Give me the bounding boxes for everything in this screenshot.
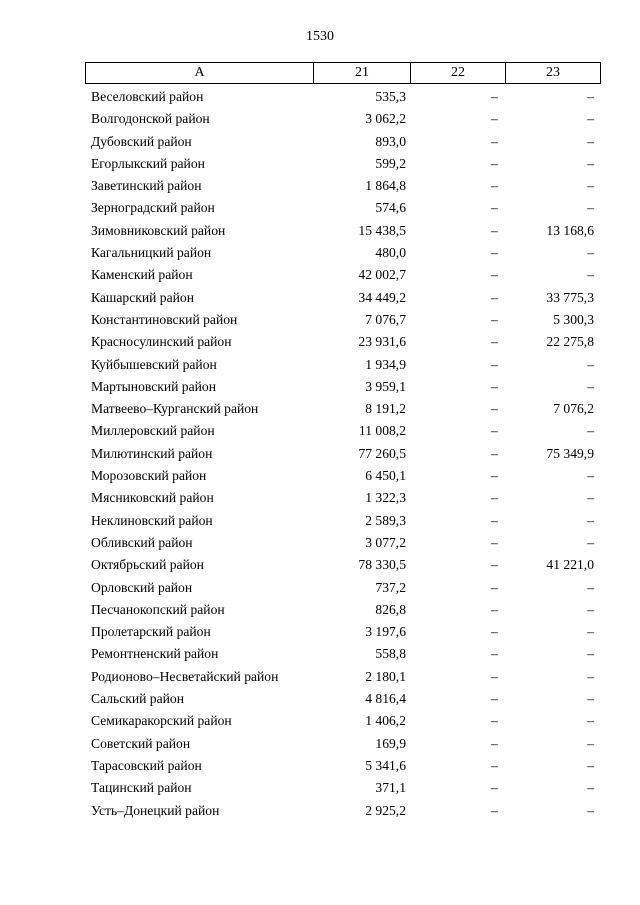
value-22: – [491, 713, 498, 729]
table-row [85, 443, 600, 465]
value-23: – [587, 735, 594, 751]
value-22: – [491, 691, 498, 707]
district-name: Дубовский район [91, 133, 192, 149]
value-23: – [587, 200, 594, 216]
table-row [85, 287, 600, 309]
value-22: – [491, 356, 498, 372]
value-22: – [491, 178, 498, 194]
value-22: – [491, 378, 498, 394]
district-name: Егорлыкский район [91, 155, 205, 171]
value-23: – [587, 579, 594, 595]
district-name: Песчанокопский район [91, 601, 225, 617]
district-name: Мясниковский район [91, 490, 214, 506]
district-name: Зимовниковский район [91, 222, 226, 238]
table-row [85, 131, 600, 153]
value-23: 22 275,8 [546, 334, 594, 350]
value-23: – [587, 155, 594, 171]
value-22: – [491, 512, 498, 528]
value-23: – [587, 378, 594, 394]
district-name: Советский район [91, 735, 191, 751]
value-23: 75 349,9 [546, 445, 594, 461]
table-row [85, 153, 600, 175]
district-name: Константиновский район [91, 311, 238, 327]
value-23: – [587, 691, 594, 707]
table-row [85, 554, 600, 576]
value-23: – [587, 512, 594, 528]
table-row [85, 599, 600, 621]
table-row [85, 621, 600, 643]
table-row [85, 532, 600, 554]
value-23: – [587, 646, 594, 662]
value-23: – [587, 757, 594, 773]
value-21: 737,2 [375, 579, 406, 595]
value-22: – [491, 245, 498, 261]
value-22: – [491, 579, 498, 595]
value-21: 7 076,7 [365, 311, 406, 327]
table-row [85, 688, 600, 710]
value-23: – [587, 802, 594, 818]
district-name: Кагальницкий район [91, 245, 212, 261]
table-row [85, 108, 600, 130]
district-name: Веселовский район [91, 89, 204, 104]
value-21: 2 589,3 [365, 512, 406, 528]
value-22: – [491, 401, 498, 417]
value-23: – [587, 356, 594, 372]
header-col-21: 21 [314, 63, 411, 84]
table-row [85, 220, 600, 242]
table-row [85, 242, 600, 264]
value-23: – [587, 780, 594, 796]
district-name: Зерноградский район [91, 200, 215, 216]
value-22: – [491, 668, 498, 684]
header-col-a: А [86, 63, 314, 84]
value-21: 2 925,2 [365, 802, 406, 818]
value-21: 77 260,5 [358, 445, 406, 461]
district-name: Обливский район [91, 534, 193, 550]
value-21: 15 438,5 [358, 222, 406, 238]
value-21: 535,3 [375, 89, 406, 104]
value-22: – [491, 490, 498, 506]
header-col-23: 23 [506, 63, 601, 84]
value-21: 8 191,2 [365, 401, 406, 417]
table-body [85, 86, 600, 822]
value-21: 574,6 [375, 200, 406, 216]
value-22: – [491, 780, 498, 796]
value-23: – [587, 111, 594, 127]
district-name: Родионово–Несветайский район [91, 668, 279, 684]
value-22: – [491, 267, 498, 283]
header-col-22: 22 [411, 63, 506, 84]
value-21: 3 077,2 [365, 534, 406, 550]
value-21: 371,1 [375, 780, 406, 796]
district-name: Каменский район [91, 267, 193, 283]
value-22: – [491, 155, 498, 171]
table-row [85, 354, 600, 376]
value-21: 599,2 [375, 155, 406, 171]
district-name: Милютинский район [91, 445, 213, 461]
value-21: 5 341,6 [365, 757, 406, 773]
value-21: 893,0 [375, 133, 406, 149]
value-22: – [491, 646, 498, 662]
district-name: Волгодонской район [91, 111, 210, 127]
district-name: Усть–Донецкий район [91, 802, 220, 818]
district-name: Октябрьский район [91, 557, 204, 573]
table-row [85, 777, 600, 799]
value-21: 3 959,1 [365, 378, 406, 394]
value-21: 1 322,3 [365, 490, 406, 506]
district-name: Заветинский район [91, 178, 202, 194]
table-row [85, 487, 600, 509]
value-22: – [491, 423, 498, 439]
district-name: Орловский район [91, 579, 193, 595]
table-row [85, 175, 600, 197]
table-row [85, 800, 600, 822]
value-22: – [491, 624, 498, 640]
value-23: – [587, 267, 594, 283]
district-name: Кашарский район [91, 289, 194, 305]
value-21: 42 002,7 [358, 267, 406, 283]
value-21: 78 330,5 [358, 557, 406, 573]
table-row [85, 755, 600, 777]
value-23: – [587, 601, 594, 617]
district-name: Мартыновский район [91, 378, 216, 394]
value-23: – [587, 668, 594, 684]
value-21: 169,9 [375, 735, 406, 751]
value-21: 826,8 [375, 601, 406, 617]
value-22: – [491, 289, 498, 305]
value-21: 23 931,6 [358, 334, 406, 350]
table-row [85, 86, 600, 108]
value-22: – [491, 757, 498, 773]
value-23: – [587, 245, 594, 261]
value-22: – [491, 468, 498, 484]
value-22: – [491, 111, 498, 127]
table-row [85, 643, 600, 665]
district-name: Матвеево–Курганский район [91, 401, 259, 417]
value-21: 2 180,1 [365, 668, 406, 684]
value-22: – [491, 601, 498, 617]
value-22: – [491, 334, 498, 350]
value-22: – [491, 557, 498, 573]
value-23: – [587, 468, 594, 484]
value-22: – [491, 222, 498, 238]
value-23: 7 076,2 [553, 401, 594, 417]
table-row [85, 264, 600, 286]
table-row [85, 420, 600, 442]
district-name: Тарасовский район [91, 757, 202, 773]
value-21: 1 406,2 [365, 713, 406, 729]
value-22: – [491, 802, 498, 818]
district-name: Тацинский район [91, 780, 192, 796]
table-row [85, 376, 600, 398]
district-name: Пролетарский район [91, 624, 211, 640]
value-23: – [587, 178, 594, 194]
value-21: 1 864,8 [365, 178, 406, 194]
table-row [85, 666, 600, 688]
district-name: Семикаракорский район [91, 713, 232, 729]
value-23: – [587, 89, 594, 104]
value-23: – [587, 534, 594, 550]
value-23: 13 168,6 [546, 222, 594, 238]
table-row [85, 710, 600, 732]
district-name: Куйбышевский район [91, 356, 217, 372]
value-22: – [491, 311, 498, 327]
district-name: Красносулинский район [91, 334, 232, 350]
value-21: 11 008,2 [358, 423, 406, 439]
value-21: 34 449,2 [358, 289, 406, 305]
value-21: 1 934,9 [365, 356, 406, 372]
value-23: – [587, 713, 594, 729]
value-22: – [491, 133, 498, 149]
value-21: 558,8 [375, 646, 406, 662]
value-22: – [491, 89, 498, 104]
value-21: 3 062,2 [365, 111, 406, 127]
district-name: Миллеровский район [91, 423, 215, 439]
value-22: – [491, 735, 498, 751]
value-23: – [587, 423, 594, 439]
value-22: – [491, 200, 498, 216]
table-row [85, 510, 600, 532]
page-number: 1530 [306, 29, 334, 44]
table-row [85, 331, 600, 353]
district-name: Неклиновский район [91, 512, 213, 528]
value-22: – [491, 445, 498, 461]
district-name: Морозовский район [91, 468, 207, 484]
table-header [85, 62, 601, 84]
value-23: – [587, 133, 594, 149]
value-23: – [587, 624, 594, 640]
table-row [85, 465, 600, 487]
value-23: 5 300,3 [553, 311, 594, 327]
table-row [85, 733, 600, 755]
value-21: 6 450,1 [365, 468, 406, 484]
value-23: 33 775,3 [546, 289, 594, 305]
district-name: Ремонтненский район [91, 646, 219, 662]
table-row [85, 309, 600, 331]
value-21: 3 197,6 [365, 624, 406, 640]
district-name: Сальский район [91, 691, 184, 707]
value-21: 4 816,4 [365, 691, 406, 707]
table-row [85, 577, 600, 599]
value-23: 41 221,0 [546, 557, 594, 573]
table-row [85, 197, 600, 219]
table-row [85, 398, 600, 420]
value-22: – [491, 534, 498, 550]
value-23: – [587, 490, 594, 506]
value-21: 480,0 [375, 245, 406, 261]
